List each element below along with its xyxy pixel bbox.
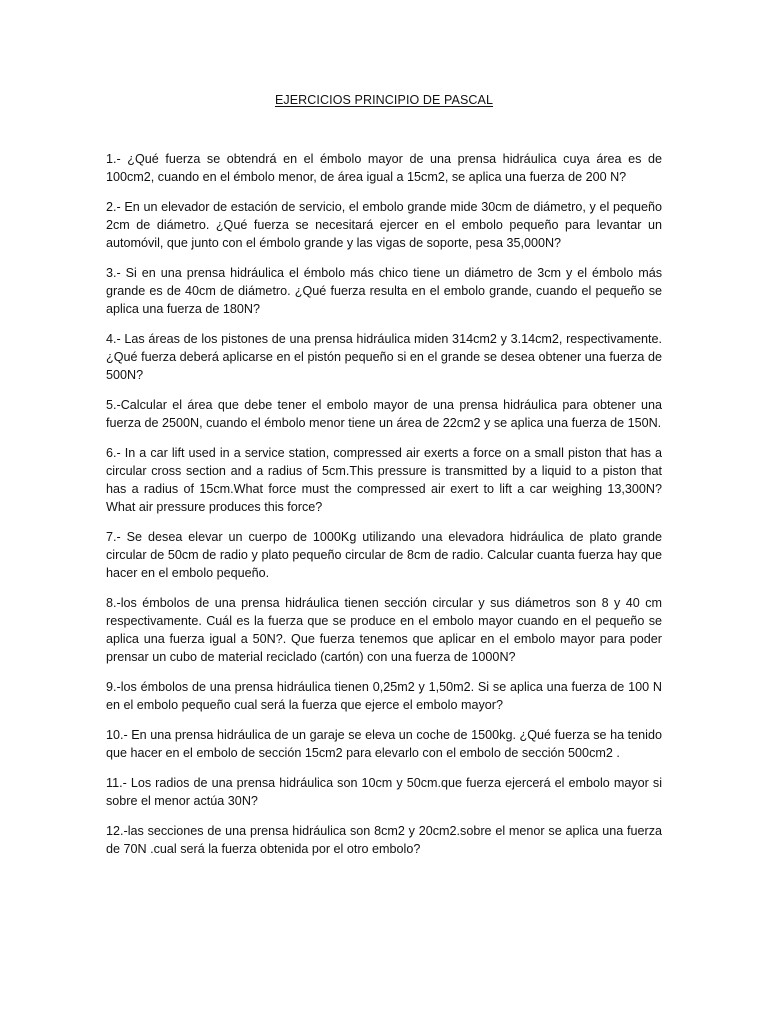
exercise-6: 6.- In a car lift used in a service station, compressed air exerts a force on a small piston that has a circular cross section and a radius of 5cm.This pressure is transmitted by a liquid to a piston that has a radius of 15cm.What force must the compressed air exert to lift a car weighing 13,300N? What air pressure produces this force? (106, 446, 662, 514)
exercise-5: 5.-Calcular el área que debe tener el embolo mayor de una prensa hidráulica para obtener una fuerza de 2500N, cuando el émbolo menor tiene un área de 22cm2 y se aplica una fuerza de 150N. (106, 398, 662, 430)
exercise-10: 10.- En una prensa hidráulica de un garaje se eleva un coche de 1500kg. ¿Qué fuerza se ha tenido que hacer en el embolo de sección 15cm2 para elevarlo con el embolo de sección 500cm2 . (106, 728, 662, 760)
exercise-8: 8.-los émbolos de una prensa hidráulica tienen sección circular y sus diámetros son 8 y 40 cm respectivamente. Cuál es la fuerza que se produce en el embolo mayor cuando en el pequeño se aplica una fuerza igual a 50N?. Que fuerza tenemos que aplicar en el embolo mayor para poder prensar un cubo de material reciclado (cartón) con una fuerza de 1000N? (106, 596, 662, 664)
exercise-9: 9.-los émbolos de una prensa hidráulica tienen 0,25m2 y 1,50m2. Si se aplica una fuerza de 100 N en el embolo pequeño cual será la fuerza que ejerce el embolo mayor? (106, 680, 662, 712)
exercise-11: 11.- Los radios de una prensa hidráulica son 10cm y 50cm.que fuerza ejercerá el embolo mayor si sobre el menor actúa 30N? (106, 776, 662, 808)
exercise-list (106, 150, 662, 870)
document-title: EJERCICIOS PRINCIPIO DE PASCAL (274, 93, 494, 107)
exercise-3: 3.- Si en una prensa hidráulica el émbolo más chico tiene un diámetro de 3cm y el émbolo más grande es de 40cm de diámetro. ¿Qué fuerza resulta en el embolo grande, cuando el pequeño se aplica una fuerza de 180N? (106, 266, 662, 316)
exercise-1: 1.- ¿Qué fuerza se obtendrá en el émbolo mayor de una prensa hidráulica cuya área es de 100cm2, cuando en el émbolo menor, de área igual a 15cm2, se aplica una fuerza de 200 N? (106, 152, 662, 184)
exercise-7: 7.- Se desea elevar un cuerpo de 1000Kg utilizando una elevadora hidráulica de plato grande circular de 50cm de radio y plato pequeño circular de 8cm de radio. Calcular cuanta fuerza hay que hacer en el embolo pequeño. (106, 530, 662, 580)
exercise-4: 4.- Las áreas de los pistones de una prensa hidráulica miden 314cm2 y 3.14cm2, respectivamente. ¿Qué fuerza deberá aplicarse en el pistón pequeño si en el grande se desea obtener una fuerza de 500N? (106, 332, 662, 382)
exercise-12: 12.-las secciones de una prensa hidráulica son 8cm2 y 20cm2.sobre el menor se aplica una fuerza de 70N .cual será la fuerza obtenida por el otro embolo? (106, 824, 662, 856)
exercise-2: 2.- En un elevador de estación de servicio, el embolo grande mide 30cm de diámetro, y el pequeño 2cm de diámetro. ¿Qué fuerza se necesitará ejercer en el embolo pequeño para levantar un automóvil, que junto con el émbolo grande y las vigas de soporte, pesa 35,000N? (106, 200, 662, 250)
